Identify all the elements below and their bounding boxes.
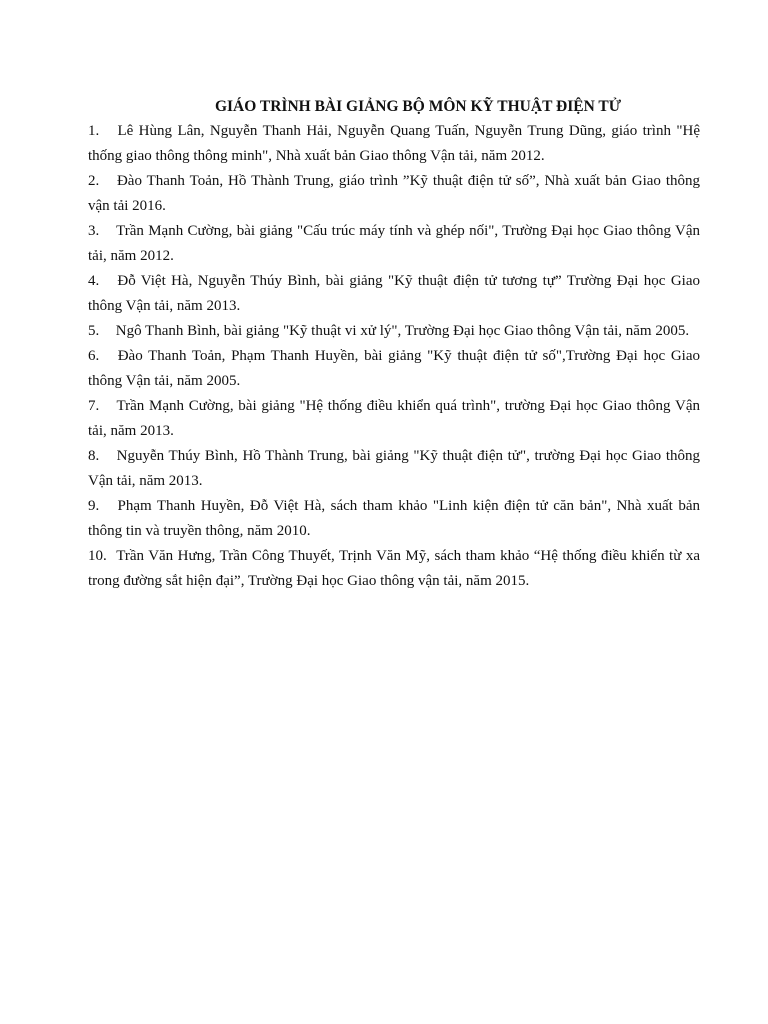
reference-number: 7. <box>88 398 100 414</box>
reference-number: 6. <box>88 348 100 364</box>
list-item <box>88 444 700 494</box>
reference-number: 3. <box>88 223 100 239</box>
list-item <box>88 319 700 344</box>
list-item <box>88 219 700 269</box>
reference-number: 1. <box>88 123 100 139</box>
reference-text: Đào Thanh Toản, Phạm Thanh Huyền, bài giảng "Kỹ thuật điện tử số",Trường Đại học Giao thông Vận tải, năm 2005. <box>88 348 700 389</box>
reference-text: Phạm Thanh Huyền, Đỗ Việt Hà, sách tham khảo "Linh kiện điện tử căn bản", Nhà xuất bản thông tin và truyền thông, năm 2010. <box>88 498 700 539</box>
reference-text: Đào Thanh Toản, Hồ Thành Trung, giáo trình ”Kỹ thuật điện tử số”, Nhà xuất bản Giao thông vận tải 2016. <box>88 173 701 214</box>
reference-number: 5. <box>88 323 100 339</box>
reference-number: 2. <box>88 173 100 189</box>
reference-text: Trần Mạnh Cường, bài giảng "Hệ thống điều khiển quá trình", trường Đại học Giao thông Vận tải, năm 2013. <box>88 398 700 439</box>
list-item <box>88 544 700 594</box>
reference-number: 8. <box>88 448 100 464</box>
list-item <box>88 269 700 319</box>
reference-text: Lê Hùng Lân, Nguyễn Thanh Hải, Nguyễn Quang Tuấn, Nguyễn Trung Dũng, giáo trình "Hệ thống giao thông thông minh", Nhà xuất bản Giao thông Vận tải, năm 2012. <box>88 123 701 164</box>
reference-text: Nguyễn Thúy Bình, Hồ Thành Trung, bài giảng "Kỹ thuật điện tử", trường Đại học Giao thông Vận tải, năm 2013. <box>88 448 701 489</box>
reference-text: Đỗ Việt Hà, Nguyễn Thúy Bình, bài giảng "Kỹ thuật điện tử tương tự” Trường Đại học Giao thông Vận tải, năm 2013. <box>88 273 700 314</box>
reference-text: Ngô Thanh Bình, bài giảng "Kỹ thuật vi xử lý", Trường Đại học Giao thông Vận tải, năm 2005. <box>115 323 690 339</box>
reference-number: 10. <box>88 548 107 564</box>
reference-text: Trần Mạnh Cường, bài giảng "Cấu trúc máy tính và ghép nối", Trường Đại học Giao thông Vận tải, năm 2012. <box>88 223 701 264</box>
reference-number: 9. <box>88 498 100 514</box>
list-item <box>88 494 700 544</box>
reference-text: Trần Văn Hưng, Trần Công Thuyết, Trịnh Văn Mỹ, sách tham khảo “Hệ thống điều khiển từ xa trong đường sắt hiện đại”, Trường Đại học Giao thông vận tải, năm 2015. <box>88 548 700 589</box>
document-title: GIÁO TRÌNH BÀI GIẢNG BỘ MÔN KỸ THUẬT ĐIỆN TỬ <box>214 98 622 115</box>
list-item <box>88 169 700 219</box>
list-item <box>88 394 700 444</box>
list-item <box>88 344 700 394</box>
reference-list <box>88 119 700 594</box>
list-item <box>88 119 700 169</box>
reference-number: 4. <box>88 273 100 289</box>
